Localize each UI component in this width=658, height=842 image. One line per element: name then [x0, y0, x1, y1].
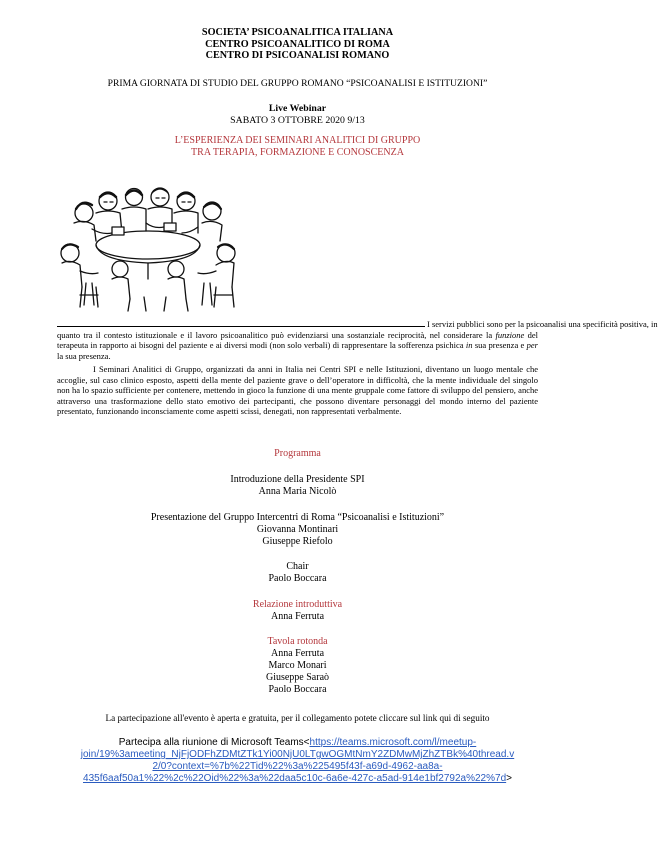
event-subtitle-2: TRA TERAPIA, FORMAZIONE E CONOSCENZA — [191, 147, 404, 158]
participation-note: La partecipazione all'evento è aperta e gratuita, per il collegamento potete cliccare sul link qui di seguito — [105, 713, 490, 723]
webinar-label: Live Webinar — [268, 103, 327, 114]
teams-link-4[interactable]: 435f6aaf50a1%22%2c%22Oid%22%3a%22daa5c10c-6a6e-427c-a5ad-914e1bf2792a%22%7d — [83, 773, 507, 784]
teams-link-3[interactable]: 2/0?context=%7b%22Tid%22%3a%225495f43f-a69d-4962-aa8a- — [152, 761, 443, 772]
relazione-label: Relazione introduttiva — [252, 599, 343, 610]
intro-speaker: Anna Maria Nicolò — [258, 486, 337, 497]
organization-name-3: CENTRO DI PSICOANALISI ROMANO — [205, 50, 390, 61]
presentation-speaker-2: Giuseppe Riefolo — [262, 536, 333, 547]
presentation-label: Presentazione del Gruppo Intercentri di Roma “Psicoanalisi e Istituzioni” — [150, 512, 445, 523]
intro-paragraph: I servizi pubblici sono per la psicoanalisi una specificità positiva, in quanto tra il contesto istituzionale e il lavoro psicoanalitico può evidenziarsi una sostanziale reciprocità, nel considerare la funzione del terapeuta in rapporto ai bisogni del paziente e ai diversi modi (non solo verbali) di rappresentare la sofferenza psichica in sua presenza e per la sua presenza. — [57, 319, 658, 361]
presentation-speaker-1: Giovanna Montinari — [256, 524, 339, 535]
organization-name-1: SOCIETA’ PSICOANALITICA ITALIANA — [201, 27, 394, 38]
teams-link-1[interactable]: https://teams.microsoft.com/l/meetup- — [309, 737, 477, 748]
teams-link-row-2 — [0, 749, 595, 761]
underline-rule — [57, 320, 425, 327]
intro-label: Introduzione della Presidente SPI — [230, 474, 365, 485]
chair-name: Paolo Boccara — [268, 573, 327, 584]
teams-link-row-4 — [0, 773, 595, 785]
teams-invite-suffix: > — [506, 773, 512, 784]
seminars-paragraph: I Seminari Analitici di Gruppo, organizzati da anni in Italia nei Centri SPI e nelle Istituzioni, diventano un luogo mentale che accoglie, sul caso clinico esposto, aspetti della mente del paziente grave o dell’operatore in difficoltà, che la mente individuale del singolo non ha lo spazio sufficiente per contenere, mettendo in gioco la funzione di una mente gruppale come fattore di sviluppo del pensiero, anche attraverso una trasformazione dello stato emotivo dei partecipanti, che possono diventare personaggi del mondo interno del paziente presentato, funzionando inconsciamente come aspetti scissi, denegati, non rappresentati verbalmente. — [57, 364, 538, 417]
teams-invite-prefix: Partecipa alla riunione di Microsoft Teams< — [118, 737, 310, 748]
tavola-speaker-4: Paolo Boccara — [268, 684, 327, 695]
tavola-speaker-1: Anna Ferruta — [270, 648, 325, 659]
study-day-title: PRIMA GIORNATA DI STUDIO DEL GRUPPO ROMANO “PSICOANALISI E ISTITUZIONI” — [107, 78, 488, 89]
teams-invite — [0, 737, 595, 749]
teams-link-2[interactable]: join/19%3ameeting_NjFjODFhZDMtZTk1Yi00NjU0LTgwOGMtNmY2ZDMwMjZhZTBk%40thread.v — [80, 749, 515, 760]
tavola-speaker-2: Marco Monari — [268, 660, 327, 671]
event-subtitle-1: L’ESPERIENZA DEI SEMINARI ANALITICI DI GRUPPO — [174, 135, 421, 146]
relazione-speaker: Anna Ferruta — [270, 611, 325, 622]
tavola-speaker-3: Giuseppe Saraò — [265, 672, 330, 683]
event-date: SABATO 3 OTTOBRE 2020 9/13 — [230, 115, 365, 126]
group-seminar-drawing-icon — [56, 183, 238, 313]
chair-label: Chair — [286, 561, 309, 572]
teams-link-row-3 — [0, 761, 595, 773]
organization-name-2: CENTRO PSICOANALITICO DI ROMA — [205, 38, 390, 50]
tavola-rotonda-label: Tavola rotonda — [267, 636, 328, 647]
program-title: Programma — [274, 448, 321, 459]
